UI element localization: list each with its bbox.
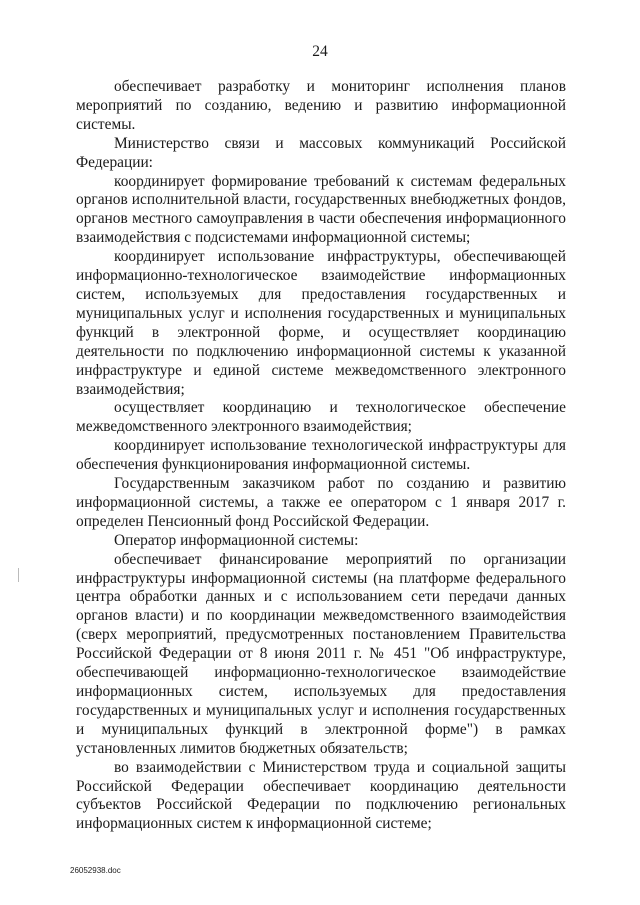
paragraph-7: Государственным заказчиком работ по созданию и развитию информационной системы, а также ее оператором с 1 января 2017 г. определен Пенсионный фонд Российской Федерации. [76,475,566,530]
paragraph-9: обеспечивает финансирование мероприятий по организации инфраструктуры информационной системы (на платформе федерального центра обработки данных и с использованием сети передачи данных органов власти) и по координации межведомственного взаимодействия (сверх мероприятий, предусмотренных постановлением Правительства Российской Федерации от 8 июня 2011 г. № 451 "Об инфраструктуре, обеспечивающей информационно-технологическое взаимодействие информационных систем, используемых для предоставления государственных и муниципальных услуг и исполнения государственных и муниципальных функций в электронной форме") в рамках установленных лимитов бюджетных обязательств; [76,550,566,757]
paragraph-8: Оператор информационной системы: [114,531,359,549]
document-body [76,78,566,834]
paragraph-2: Министерство связи и массовых коммуникаций Российской Федерации: [76,134,566,171]
paragraph-1: обеспечивает разработку и мониторинг исполнения планов мероприятий по созданию, ведению и развитию информационной системы. [76,78,566,133]
footer-filename: 26052938.doc [70,866,121,875]
paragraph-3: координирует формирование требований к системам федеральных органов исполнительной власти, государственных внебюджетных фондов, органов местного самоуправления в части обеспечения информационного взаимодействия с подсистемами информационной системы; [76,172,566,247]
paragraph-4: координирует использование инфраструктуры, обеспечивающей информационно-технологическое взаимодействие информационных систем, используемых для предоставления государственных и муниципальных услуг и исполнения государственных и муниципальных функций в электронной форме, и осуществляет координацию деятельности по подключению информационной системы к указанной инфраструктуре и единой системе межведомственного электронного взаимодействия; [76,248,566,398]
paragraph-6: координирует использование технологической инфраструктуры для обеспечения функционирования информационной системы. [76,437,566,474]
page-number: 24 [312,43,328,60]
paragraph-5: осуществляет координацию и технологическое обеспечение межведомственного электронного взаимодействия; [76,399,566,436]
margin-mark [18,568,19,582]
paragraph-10: во взаимодействии с Министерством труда и социальной защиты Российской Федерации обеспечивает координацию деятельности субъектов Российской Федерации по подключению региональных информационных систем к информационной системе; [76,758,566,833]
